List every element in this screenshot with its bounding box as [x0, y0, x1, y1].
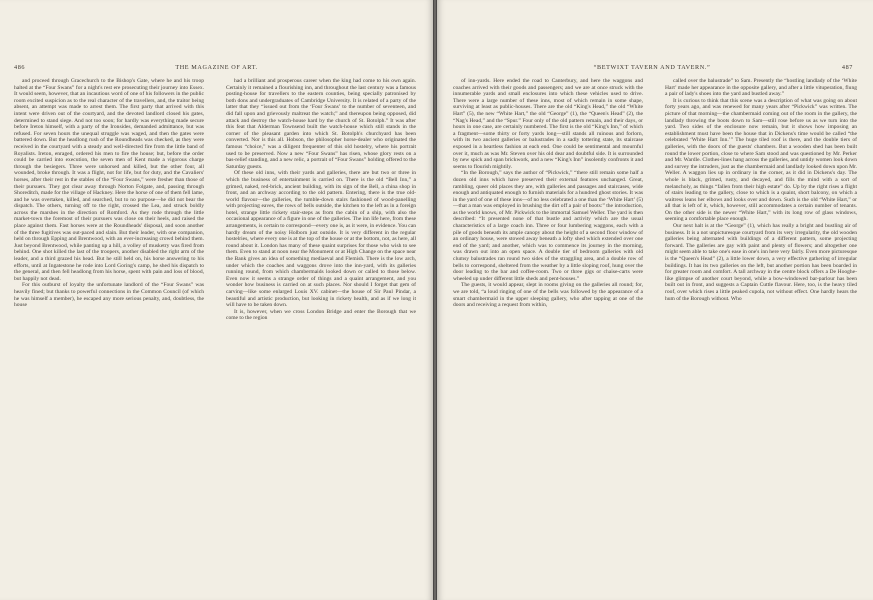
page-header [14, 64, 419, 74]
paragraph: called over the balustrade” to Sam. Presently the “hostling landlady of the ‘White Hart’ made her appearance in the opposite gallery, and after a little vituperation, flung a pair of lady's shoes into the yard and bustled away.” [665, 78, 857, 98]
paragraph: of inn-yards. Here ended the road to Canterbury, and here the waggons and coaches arrived with their goods and passengers; and we are at once struck with the innumerable yards and small enclosures into which these vehicles used to drive. There were a large number of these inns, most of which remain in some shape, surviving at least as public-houses. There are the old “King's Head,” the old “White Hart” (5), the new “White Hart,” the old “George” (1), the “Queen's Head” (2), the “Nag's Head,” and the “Spur.” Four only of the old pattern remain, and their days, or hours in one case, are certainly numbered. The first is the old “King's Inn,” of which a fragment—some thirty or forty yards long—still stands all ruinous and forlorn, with its two ancient galleries or balustrades in a sadly tottering state, its staircase exposed in a heartless fashion at each end. One could be sentimental and mournful over it, much as was Mr. Steven over his old dear and doubtful side. It is surrounded by new spick and span brickwork, and a new “King's Inn” insolently confronts it and seems to flourish mightily. [453, 78, 643, 170]
paragraph: Our next halt is at the “George” (1), which has really a bright and bustling air of business. It is a not unpicturesque courtyard from its very irregularity, the old wooden galleries being alternated with buildings of a different pattern, some projecting forward. The galleries are gay with paint and plenty of flowers; and altogether one might seem able to take one's ease in one's inn here very fairly. Even more picturesque is the “Queen's Head” (2), a little lower down, a very effective gathering of irregular buildings. It has its two galleries on the left, but another portion has been boarded in for greater room and comfort. A tall archway in the centre block offers a De Hooghe-like glimpse of another court beyond, while a bow-windowed bar-parlour has been built out in front, and suggests a Captain Cuttle flavour. Here, too, is the heavy tiled roof, over which rises a little peaked cupola, not without effect. One hardly hears the hum of the Borough without. Who [665, 223, 857, 302]
running-title: “BETWIXT TAVERN AND TAVERN.” [593, 64, 711, 71]
text-column-2 [665, 78, 857, 594]
paragraph: It is, however, when we cross London Bridge and enter the Borough that we come to the region [226, 308, 416, 322]
text-column-1 [14, 78, 204, 594]
text-column-2 [226, 78, 416, 594]
page-number: 486 [14, 64, 26, 71]
paragraph: Of these old inns, with their yards and galleries, there are but two or three in which the business of entertainment is carried on. There is the old “Bell Inn,” a grimed, naked, red-brick, ancient building, with its sign of the Bell, a china shop in front, and an archway according to the old pattern. Entering, there is the true old-world flavour—the galleries, the tumble-down stairs fashioned of wood-panelling with projecting eaves, the rows of bells outside, the kitchen to the left as in a foreign hotel, strange little rickety stair-steps as from the cabin of a ship, with also the occasional appearance of a figure in one of the galleries. The inn life here, from these arrangements, is certain to correspond—every one is, as it were, in evidence. You can hardly dream of the noisy Holborn just outside. It is very different in the regular hostelries, where every one is at the top of the house or at the bottom, not, as here, all round about it. London has many of these quaint surprises for those who wish to see them. Even to stand at noon near the Monument or at High Change on the space near the Bank gives an idea of something mediaeval and Flemish. There is the low arch, under which the coaches and waggons drove into the inn-yard, with its galleries running round, from which chambermaids looked down or called to those below. Even now it seems a strange order of things and a quaint arrangement, and you wonder how business is carried on at such places. Nor should I forget that gem of carving—like some enlarged Louis XV. cabinet—the house of Sir Paul Pindar, a beautiful and artistic production, but looking in rickety health, and as if we long it will have to be taken down. [226, 170, 416, 309]
right-page [437, 0, 873, 600]
paragraph: The guests, it would appear, slept in rooms giving on the galleries all round; for, we are told, “a loud ringing of one of the bells was followed by the appearance of a smart chambermaid in the upper sleeping gallery, who after tapping at one of the doors and receiving a request from within, [453, 282, 643, 309]
page-number: 487 [841, 64, 853, 71]
page-header [451, 64, 853, 74]
paragraph: It is curious to think that this scene was a description of what was going on about forty years ago, and was renewed for many years after “Pickwick” was written. The picture of that morning—the chambermaid coming out of the room in the gallery, the landlady throwing the boots down to Sam—still rose before us as we turn into the yard. Two sides of the enclosure now remain, but it shows how imposing an establishment must have been the house that in Dickens's time would be called “the celebrated ‘White Hart Inn.’” The huge tiled roof is there, and the double tiers of galleries, with the doors of the guests' chambers. But a wooden shed has been built round the lower portion, close to where Sam stood and was questioned by Mr. Perker and Mr. Wardle. Clothes-lines hang across the galleries, and untidy women look down and survey the intruders, just as the chambermaid and landlady looked down upon Mr. Weller. A waggon lies up in ordinary in the corner, as it did in Dickens's day. The whole is black, grimed, rusty, and decayed, and fills the mind with a sort of melancholy, as things “fallen from their high estate” do. Up by the right rises a flight of stairs leading to the gallery, close to which is a quaint, short balcony, on which a waitress leans her elbows and looks over and down. Such is the old “White Hart,” or all that is left of it, which, however, still accommodates a certain number of tenants. On the other side is the newer “White Hart,” with its long row of glass windows, seeming a comfortable place enough. [665, 97, 857, 223]
running-title: THE MAGAZINE OF ART. [175, 64, 258, 71]
paragraph: “In the Borough,” says the author of “Pickwick,” “there still remain some half a dozen old inns which have preserved their external features unchanged. Great, rambling, queer old places they are, with galleries and passages and staircases, wide enough and antiquated enough to furnish materials for a hundred ghost stories. It was in the yard of one of these inns—of no less celebrated a one than the ‘White Hart’ (5)—that a man was employed in brushing the dirt off a pair of boots:” the introduction, as the world knows, of Mr. Pickwick to the immortal Samuel Weller. The yard is then described: “It presented none of that bustle and activity which are the usual characteristics of a large coach inn. Three or four lumbering waggons, each with a pile of goods beneath its ample canopy about the height of a second floor window of an ordinary house, were stowed away beneath a lofty shed which extended over one end of the yard; and another, which was to commence its journey in the morning, was drawn out into an open space. A double tier of bedroom galleries with old clumsy balustrades ran round two sides of the straggling area, and a double row of bells to correspond, sheltered from the weather by a little sloping roof, hung over the door leading to the bar and coffee-room. Two or three gigs or chaise-carts were wheeled up under different little sheds and pent-houses.” [453, 170, 643, 282]
paragraph: For this outburst of loyalty the unfortunate landlord of the “Four Swans” was heavily fined; but thanks to powerful connections in the Common Council (of which he was himself a member), he escaped any more serious penalty, and, doubtless, the house [14, 282, 204, 309]
left-page [0, 0, 433, 600]
paragraph: had a brilliant and prosperous career when the king had come to his own again. Certainly it remained a flourishing inn, and throughout the last century was a famous posting-house for travellers to the eastern counties, being specially patronised by both dons and undergraduates of Cambridge University. It is related of a party of the latter that they “issued out from the ‘Four Swans’ to the number of seventeen, and did fall upon and grievously maltreat the watch;” and thereupon being opposed, did attack and destroy the watch-house hard by the church of St. Botolph.” It was after this feat that Alderman Townsend built the watch-house which still stands in the corner of the pleasant garden into which St. Botolph's churchyard has been converted. Nor is this all. Hobson, the philosopher horse-dealer who originated the famous “choice,” was a diligent frequenter of this old hostelry, where his portrait used to be preserved. Now a new “Four Swans” has risen, whose glory rests on a bas-relief standing, and a new relic, a portrait of “Four Swans” holding offered to the Saturday guests. [226, 78, 416, 170]
text-column-1 [453, 78, 643, 594]
paragraph: and proceed through Gracechurch to the Bishop's Gate, where he and his troop halted at the “Four Swans” for a night's rest ere prosecuting their journey into Essex. It would seem, however, that an incautious word of one of his followers in the public room excited suspicion as to the real character of the travellers, and, the traitor being absent, an attempt was made to arrest them. The first party that arrived with this intent were driven out of the courtyard, and the devoted landlord closed his gates, determined to stand siege. And not too soon; for hardly was everything made secure before Ireton himself, with a party of the Ironsides, demanded admittance, but was refused. For seven hours the unequal struggle was waged, and then the gates were battered down. But the headlong rush of the Roundheads was checked, as they were received in the courtyard with a steady and well-directed fire from the little band of Royalists. Ireton, enraged, ordered his men to fire the house; but, before the order could be carried into execution, the seven men of Kent made a vigorous charge through the besiegers. Three were unhorsed and killed, but the other four, all wounded, broke through. It was a flight, not for life, but for duty, and the Cavaliers' horses, after their rest in the stables of the “Four Swans,” were fresher than those of their pursuers. They got clear away through Norton Folgate, and, passing through Shoreditch, made for the village of Hackney. Here the horse of one of them fell lame, and he was overtaken, killed, and searched, but to no purpose—he did not bear the dispatch. The others, turning off to the right, crossed the Lea, and struck boldly across the marshes in the direction of Romford. As they rode through the little market-town the foremost of their pursuers was close on their heels, and raised the place against them. Fast horses were at the Roundheads' disposal, and soon another of the three fugitives was out-paced and slain. But their leader, with one companion, held on through Epping and Brentwood, with an ever-increasing crowd behind them. Just beyond Brentwood, while panting up a hill, a volley of musketry was fired from behind. One shot killed the last of the troopers, another disabled the right arm of the leader, and a third grazed his head. But he still held on, his horse answering to his efforts, until at Ingatestone he rode into Lord Goring's camp, he shed his dispatch to the general, and then fell headlong from his horse, spent with pain and loss of blood, but happily not dead. [14, 78, 204, 282]
